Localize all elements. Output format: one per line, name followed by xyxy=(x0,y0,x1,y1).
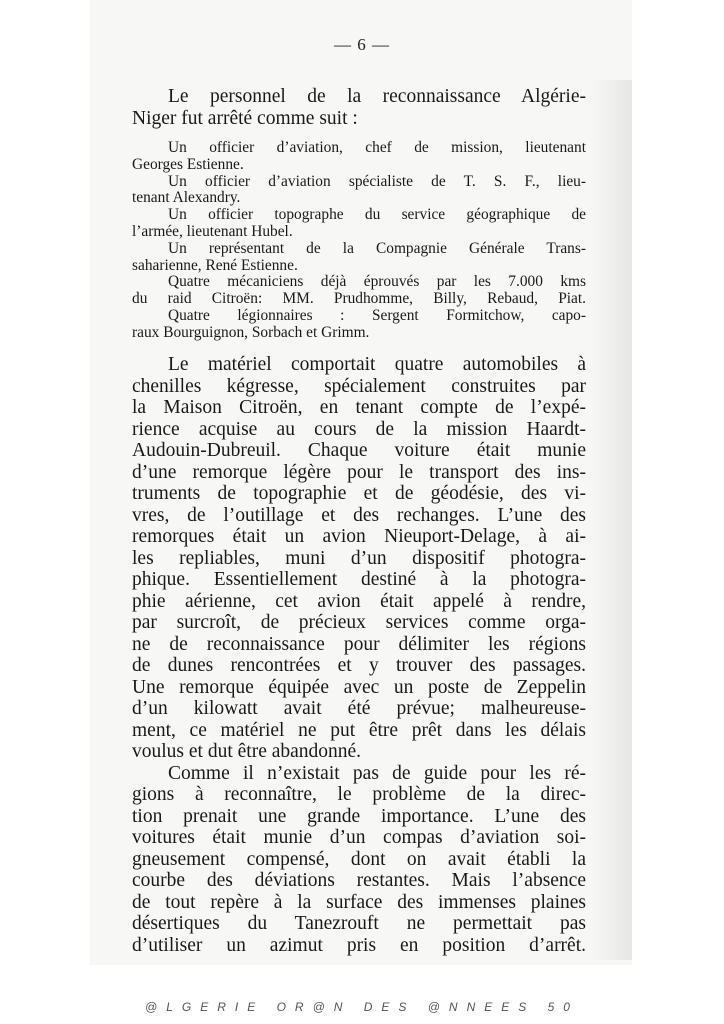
text-line: Une remorque équipée avec un poste de Zeppelin xyxy=(132,676,586,698)
text-line: voulus et dut être abandonné. xyxy=(132,741,362,762)
text-line: Comme il n’existait pas de guide pour les ré- xyxy=(168,762,586,784)
text-line: par surcroît, de précieux services comme orga- xyxy=(132,612,586,633)
list-item-continuation: l’armée, lieutenant Hubel. xyxy=(132,223,293,240)
page-number: — 6 — xyxy=(334,35,390,54)
text-line: d’utiliser un azimut pris en position d’arrêt. xyxy=(132,934,586,956)
list-item: Un officier topographe du service géographique de xyxy=(168,207,586,224)
list-item-continuation: tenant Alexandry. xyxy=(132,190,241,207)
text-line: truments de topographie et de géodésie, des vi- xyxy=(132,483,586,504)
text-line: de tout repère à la surface des immenses plaines xyxy=(132,891,586,913)
text-line: d’un kilowatt avait été prévue; malheureuse- xyxy=(132,698,586,719)
text-line: ne de reconnaissance pour délimiter les régions xyxy=(132,633,586,655)
footer-watermark: @LGERIE OR@N DES @NNEES 50 xyxy=(145,1000,579,1014)
list-item: Un officier d’aviation, chef de mission, lieutenant xyxy=(168,140,586,156)
list-item-continuation: du raid Citroën: MM. Prudhomme, Billy, Rebaud, Piat. xyxy=(132,291,586,308)
text-line: ment, ce matériel ne put être prêt dans les délais xyxy=(132,719,586,741)
list-item-continuation: saharienne, René Estienne. xyxy=(132,257,298,274)
list-item: Un officier d’aviation spécialiste de T. S. F., lieu- xyxy=(168,173,586,190)
list-item: Un représentant de la Compagnie Générale Trans- xyxy=(168,240,586,257)
text-line: voitures était munie d’un compas d’aviation soi- xyxy=(132,827,586,848)
text-line: gneusement compensé, dont on avait établi la xyxy=(132,848,586,870)
body-paragraphs xyxy=(132,354,586,956)
text-line: gions à reconnaître, le problème de la direc- xyxy=(132,784,586,805)
text-line: Le personnel de la reconnaissance Algérie- xyxy=(168,86,586,107)
list-item-continuation: raux Bourguignon, Sorbach et Grimm. xyxy=(132,324,370,341)
page-bleed-shadow xyxy=(590,80,632,960)
text-line: Audouin-Dubreuil. Chaque voiture était munie xyxy=(132,440,586,461)
intro-paragraph xyxy=(132,86,586,130)
text-line: désertiques du Tanezrouft ne permettait pas xyxy=(132,913,586,934)
text-line: de dunes rencontrées et y trouver des passages. xyxy=(132,655,586,676)
personnel-list xyxy=(132,140,586,342)
text-line: tion prenait une grande importance. L’une des xyxy=(132,805,586,827)
list-item: Quatre mécaniciens déjà éprouvés par les 7.000 kms xyxy=(168,274,586,291)
text-line: Le matériel comportait quatre automobiles à xyxy=(168,354,586,375)
text-line: la Maison Citroën, en tenant compte de l’expé- xyxy=(132,397,586,418)
text-line: d’une remorque légère pour le transport des ins- xyxy=(132,461,586,483)
text-line: vres, de l’outillage et des rechanges. L’une des xyxy=(132,504,586,526)
text-line: remorques était un avion Nieuport-Delage, à ai- xyxy=(132,526,586,547)
list-item: Quatre légionnaires : Sergent Formitchow, capo- xyxy=(168,307,586,324)
text-line: Niger fut arrêté comme suit : xyxy=(132,108,358,129)
text-line: chenilles kégresse, spécialement construites par xyxy=(132,375,586,397)
text-line: les repliables, muni d’un dispositif photogra- xyxy=(132,547,586,569)
text-line: courbe des déviations restantes. Mais l’absence xyxy=(132,870,586,891)
list-item-continuation: Georges Estienne. xyxy=(132,156,244,173)
text-line: phie aérienne, cet avion était appelé à rendre, xyxy=(132,590,586,612)
text-line: phique. Essentiellement destiné à la photogra- xyxy=(132,569,586,590)
text-line: rience acquise au cours de la mission Haardt- xyxy=(132,418,586,440)
